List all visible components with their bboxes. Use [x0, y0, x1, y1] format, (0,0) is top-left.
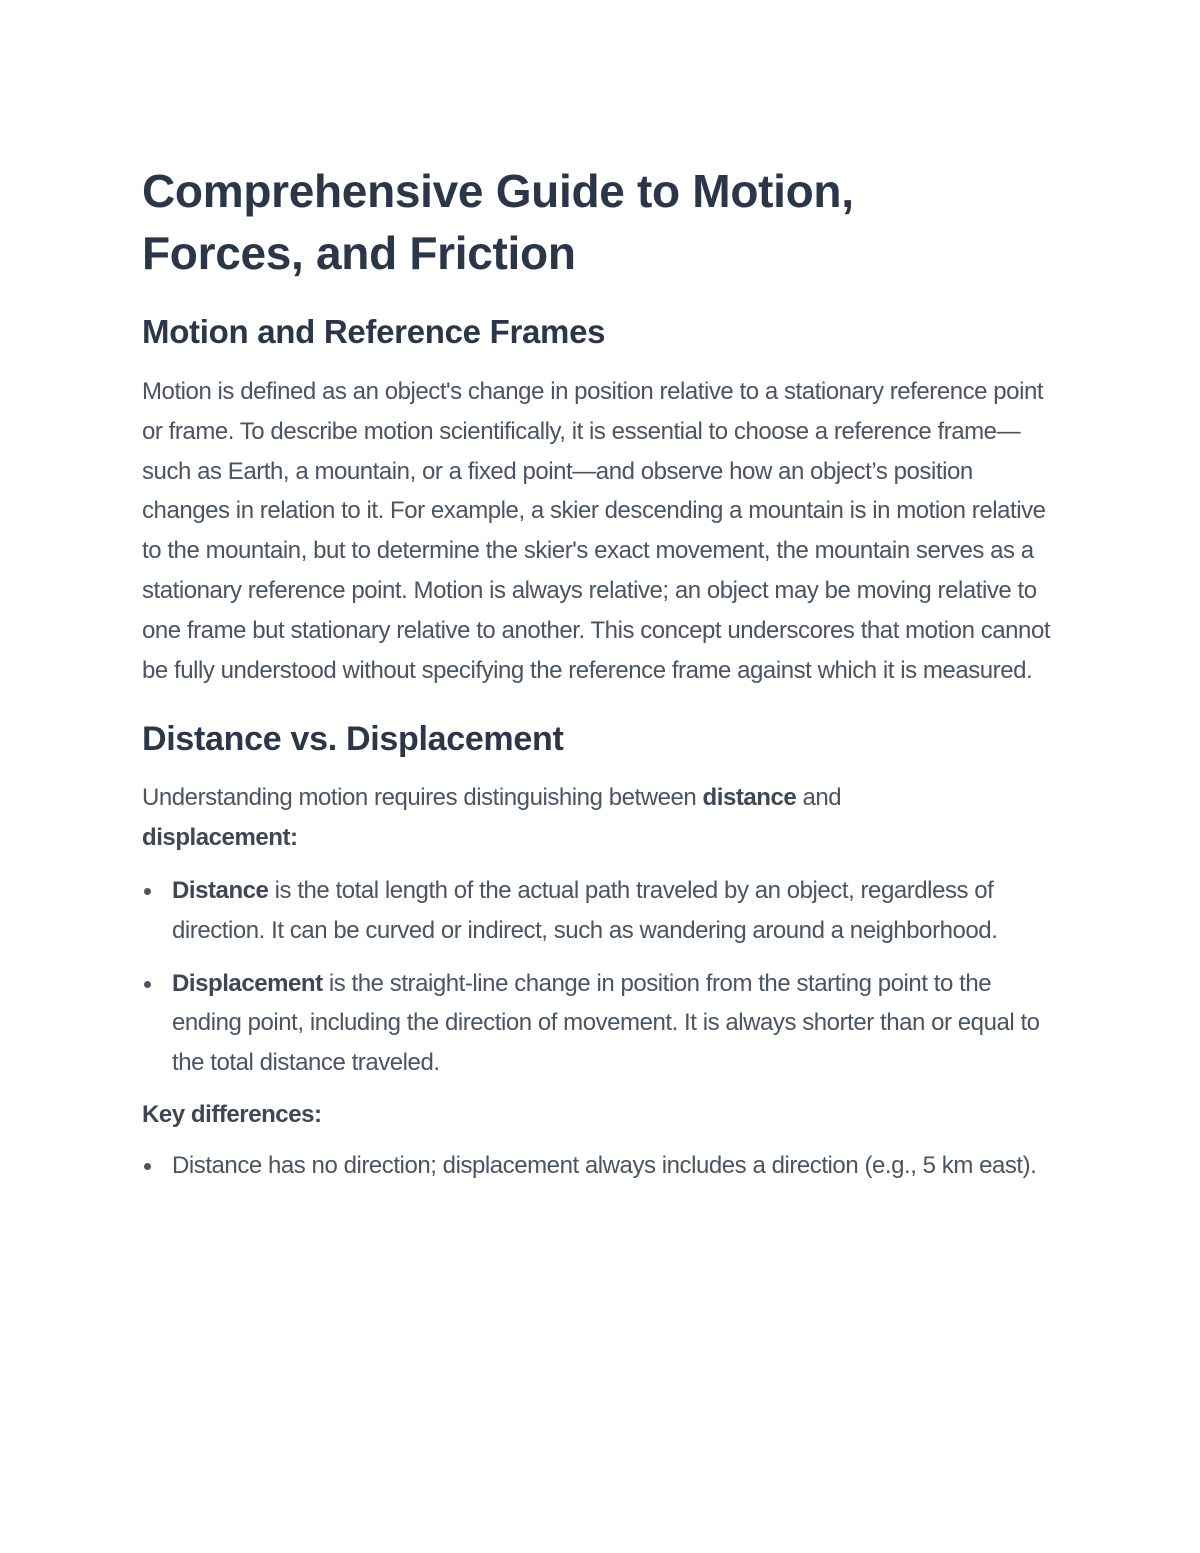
- intro-colon: :: [290, 824, 298, 852]
- distance-displacement-intro: [142, 778, 1062, 858]
- bullet-icon: [144, 871, 154, 911]
- definition-list: [142, 871, 1062, 1083]
- title-line-1: Comprehensive Guide to Motion,: [142, 165, 854, 217]
- intro-text: and: [796, 784, 842, 812]
- list-item-displacement: [142, 964, 1062, 1083]
- term-distance: Distance: [172, 876, 269, 904]
- bullet-icon: [144, 964, 154, 1004]
- key-differences-list: [142, 1146, 1062, 1186]
- title-line-2: Forces, and Friction: [142, 227, 576, 279]
- key-difference-text: Distance has no direction; displacement always includes a direction (e.g., 5 km east).: [172, 1151, 1037, 1179]
- key-differences-label: Key differences:: [142, 1100, 322, 1128]
- document-title: [142, 160, 1062, 284]
- bullet-icon: [144, 1146, 154, 1186]
- intro-text: Understanding motion requires distinguishing between: [142, 784, 703, 812]
- section-heading-distance-displacement: Distance vs. Displacement: [142, 720, 564, 759]
- motion-paragraph: Motion is defined as an object's change in position relative to a stationary reference point or frame. To describe motion scientifically, it is essential to choose a reference frame—such as Earth, a mountain, or a fixed point—and observe how an object’s position changes in relation to it. For example, a skier descending a mountain is in motion relative to the mountain, but to determine the skier's exact movement, the mountain serves as a stationary reference point. Motion is always relative; an object may be moving relative to one frame but stationary relative to another. This concept underscores that motion cannot be fully understood without specifying the reference frame against which it is measured.: [142, 378, 1051, 684]
- definition-text: is the total length of the actual path traveled by an object, regardless of direction. It can be curved or indirect, such as wandering around a neighborhood.: [172, 876, 998, 944]
- document-page: [142, 160, 1062, 1186]
- intro-term-distance: distance: [702, 784, 797, 812]
- list-item-key-difference: [142, 1146, 1062, 1186]
- intro-term-displacement: displacement: [142, 824, 290, 852]
- term-displacement: Displacement: [172, 969, 323, 997]
- section-heading-motion-reference-frames: Motion and Reference Frames: [142, 313, 606, 350]
- list-item-distance: [142, 871, 1062, 951]
- definition-text: is the straight-line change in position from the starting point to the ending point, including the direction of movement. It is always shorter than or equal to the total distance traveled.: [172, 969, 1040, 1077]
